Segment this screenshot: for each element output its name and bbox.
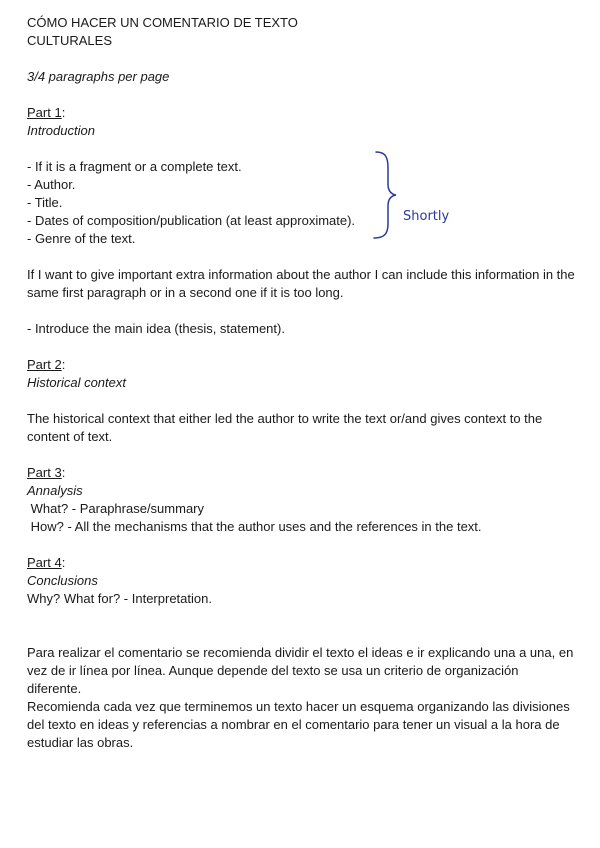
part2-label: Part 2	[27, 357, 62, 372]
handwritten-brace-annotation	[372, 150, 472, 240]
part3-colon: :	[61, 465, 66, 480]
part1-item-title: - Title.	[27, 195, 63, 210]
part2-label-line	[27, 356, 575, 374]
part1-heading: Introduction	[27, 123, 95, 138]
part3-label-line	[27, 464, 575, 482]
part1-item-fragment: - If it is a fragment or a complete text.	[27, 159, 242, 174]
part1-item-author: - Author.	[27, 177, 76, 192]
part4-why: Why? What for? - Interpretation.	[27, 591, 212, 606]
part3-label: Part 3	[27, 465, 62, 480]
document-page	[27, 14, 575, 752]
part4-label-line	[27, 554, 575, 572]
closing-paragraph-2: Recomienda cada vez que terminemos un texto hacer un esquema organizando las divisiones del texto en ideas y referencias a nombrar en el comentario para tener un visual a la hora de estudiar las obras.	[27, 699, 570, 750]
part1-main-idea: - Introduce the main idea (thesis, statement).	[27, 321, 285, 336]
part2-colon: :	[61, 357, 66, 372]
part1-item-dates: - Dates of composition/publication (at least approximate).	[27, 213, 356, 228]
part3-heading: Annalysis	[27, 483, 83, 498]
part3-how: How? - All the mechanisms that the author uses and the references in the text.	[27, 519, 482, 534]
part1-label: Part 1	[27, 105, 62, 120]
part1-colon: :	[61, 105, 66, 120]
title-line-2: CULTURALES	[27, 33, 113, 48]
annotation-shortly: Shortly	[403, 209, 450, 224]
part4-heading: Conclusions	[27, 573, 98, 588]
part2-heading: Historical context	[27, 375, 126, 390]
closing-paragraph-1: Para realizar el comentario se recomienda dividir el texto el ideas e ir explicando una a una, en vez de ir línea por línea. Aunque depende del texto se usa un criterio de organización diferente.	[27, 645, 574, 696]
subtitle: 3/4 paragraphs per page	[27, 69, 170, 84]
part1-item-genre: - Genre of the text.	[27, 231, 136, 246]
part1-label-line	[27, 104, 575, 122]
part1-extra-info: If I want to give important extra information about the author I can include this information in the same first paragraph or in a second one if it is too long.	[27, 267, 575, 300]
part4-label: Part 4	[27, 555, 62, 570]
part4-colon: :	[61, 555, 66, 570]
part2-text: The historical context that either led the author to write the text or/and gives context to the content of text.	[27, 411, 543, 444]
part3-what: What? - Paraphrase/summary	[27, 501, 205, 516]
title-line-1: CÓMO HACER UN COMENTARIO DE TEXTO	[27, 15, 298, 30]
curly-brace-icon	[374, 152, 396, 238]
